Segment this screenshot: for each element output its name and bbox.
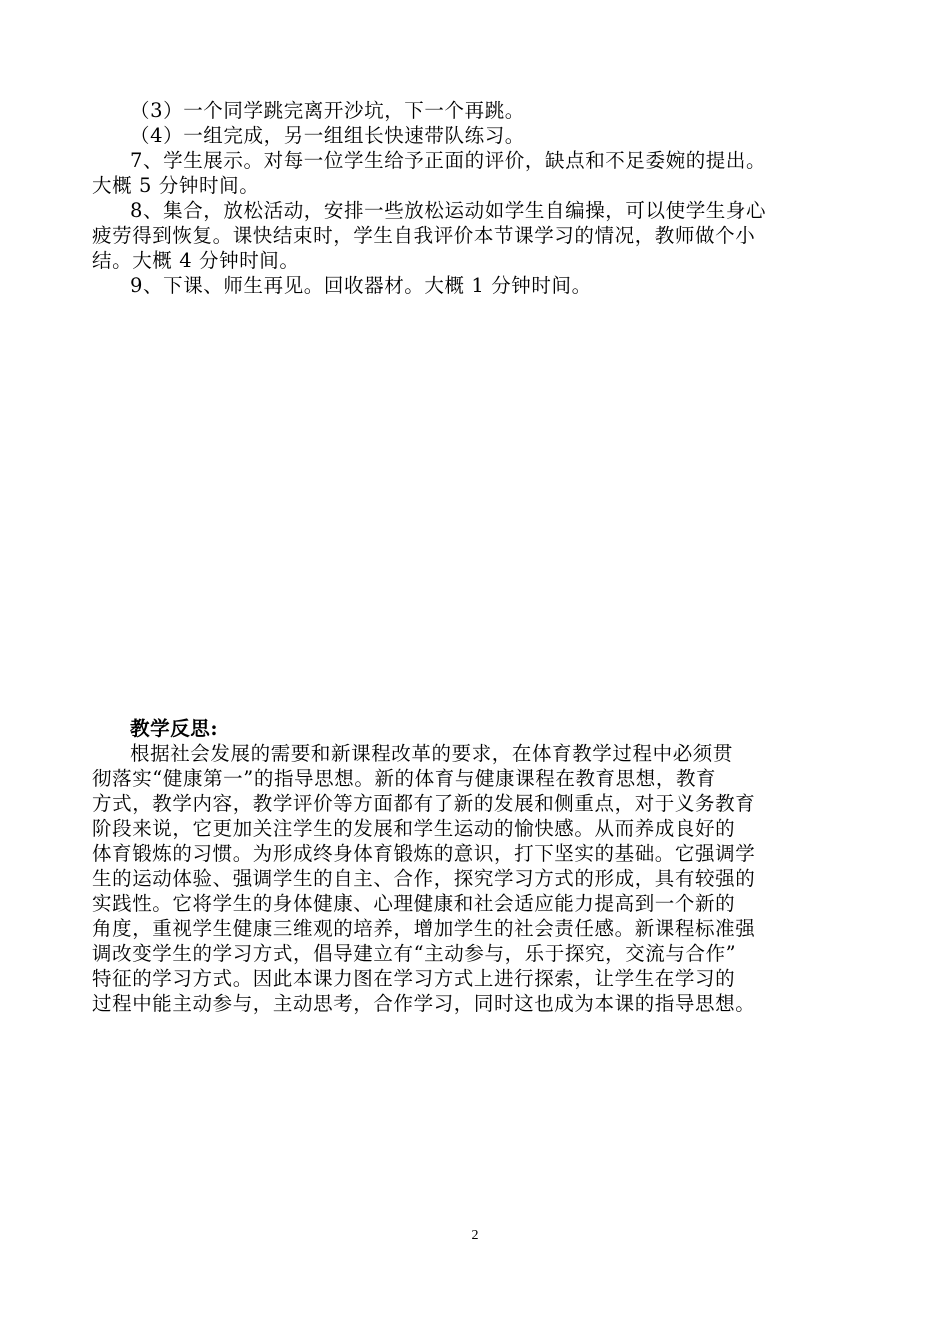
procedure-item-7-cont: 大概 5 分钟时间。 [92,174,260,197]
procedure-item-8: 8、集合，放松活动，安排一些放松运动如学生自编操，可以使学生身心 [130,199,767,222]
reflection-line: 根据社会发展的需要和新课程改革的要求，在体育教学过程中必须贯 [130,742,734,765]
page-number: 2 [471,1228,479,1243]
procedure-step-4: （4）一组完成，另一组组长快速带队练习。 [130,124,525,147]
procedure-item-8-cont-1: 疲劳得到恢复。课快结束时，学生自我评价本节课学习的情况，教师做个小 [92,224,756,247]
reflection-line: 特征的学习方式。因此本课力图在学习方式上进行探索，让学生在学习的 [92,967,736,990]
reflection-line: 体育锻炼的习惯。为形成终身体育锻炼的意识，打下坚实的基础。它强调学 [92,842,756,865]
reflection-line: 调改变学生的学习方式，倡导建立有“主动参与，乐于探究，交流与合作” [92,942,737,965]
reflection-section [92,716,872,1016]
procedure-section [92,98,872,298]
reflection-line: 方式，教学内容，教学评价等方面都有了新的发展和侧重点，对于义务教育 [92,792,756,815]
procedure-step-3: （3）一个同学跳完离开沙坑，下一个再跳。 [130,99,525,122]
reflection-line: 阶段来说，它更加关注学生的发展和学生运动的愉快感。从而养成良好的 [92,817,736,840]
reflection-line: 生的运动体验、强调学生的自主、合作，探究学习方式的形成，具有较强的 [92,867,756,890]
procedure-item-8-cont-2: 结。大概 4 分钟时间。 [92,249,300,272]
reflection-line: 过程中能主动参与，主动思考，合作学习，同时这也成为本课的指导思想。 [92,992,756,1015]
reflection-heading: 教学反思: [130,717,219,740]
reflection-line: 实践性。它将学生的身体健康、心理健康和社会适应能力提高到一个新的 [92,892,736,915]
procedure-item-9: 9、下课、师生再见。回收器材。大概 1 分钟时间。 [130,274,592,297]
reflection-line: 角度，重视学生健康三维观的培养，增加学生的社会责任感。新课程标准强 [92,917,756,940]
reflection-line: 彻落实“健康第一”的指导思想。新的体育与健康课程在教育思想，教育 [92,767,717,790]
procedure-item-7: 7、学生展示。对每一位学生给予正面的评价，缺点和不足委婉的提出。 [130,149,767,172]
